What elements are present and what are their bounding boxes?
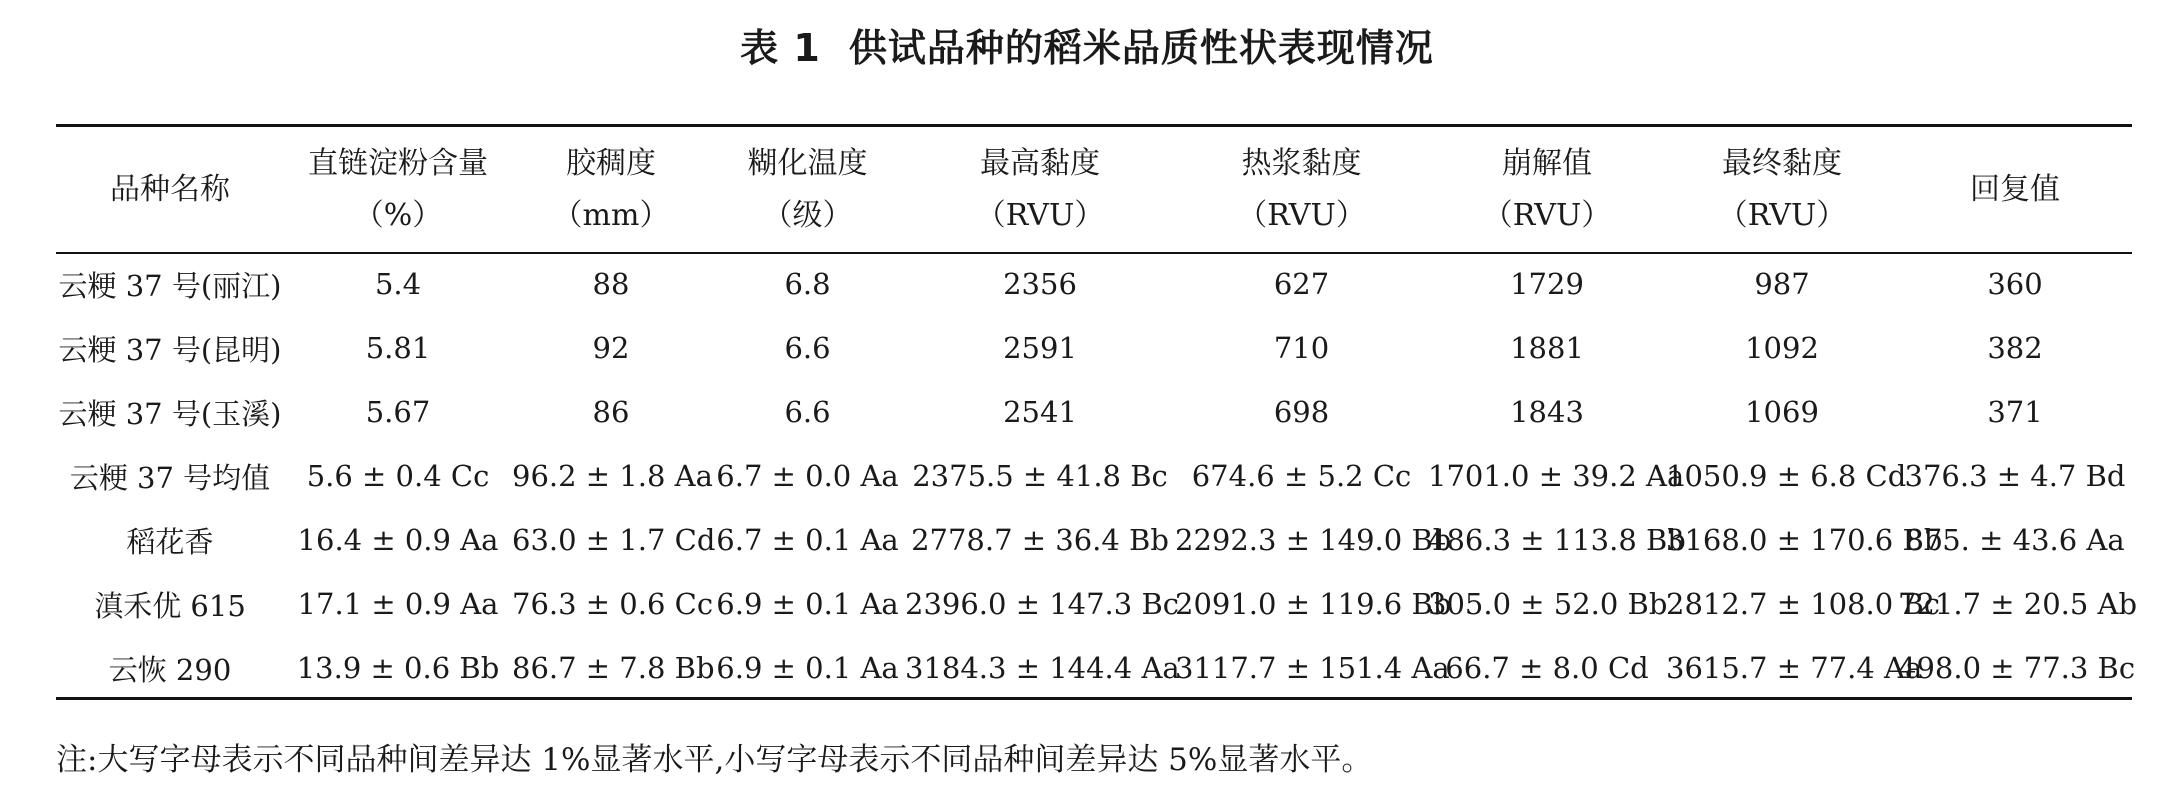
table-cell: 3117.7 ± 151.4 Aa <box>1175 651 1450 685</box>
table-cell: 2396.0 ± 147.3 Bc <box>905 587 1179 621</box>
table-cell: 360 <box>1987 267 2043 301</box>
table-cell: 滇禾优 615 <box>94 588 246 623</box>
table-cell: 1843 <box>1510 395 1584 429</box>
table-cell: 371 <box>1987 395 2043 429</box>
table-cell: 627 <box>1273 267 1330 301</box>
table-cell: 1050.9 ± 6.8 Cd <box>1666 459 1907 493</box>
table-cell: 2091.0 ± 119.6 Bb <box>1175 587 1452 621</box>
table-cell: 88 <box>592 267 630 301</box>
header-row <box>56 127 2132 252</box>
table-cell: 3184.3 ± 144.4 Aa <box>905 651 1180 685</box>
table-cell: 1092 <box>1745 331 1819 365</box>
table-cell: 6.8 <box>784 267 831 301</box>
table-cell: 86 <box>592 395 630 429</box>
table-cell: 3615.7 ± 77.4 Aa <box>1666 651 1923 685</box>
table-cell: 3168.0 ± 170.6 Bb <box>1666 523 1943 557</box>
table-cell: 13.9 ± 0.6 Bb <box>296 651 500 685</box>
table-cell: 5.6 ± 0.4 Cc <box>306 459 490 493</box>
table-footnote: 注:大写字母表示不同品种间差异达 1%显著水平,小写字母表示不同品种间差异达 5%显著水平。 <box>56 742 1373 778</box>
table-cell: 1701.0 ± 39.2 Aa <box>1428 459 1685 493</box>
table-cell: 16.4 ± 0.9 Aa <box>297 523 499 557</box>
header-gelatinization-temp: 糊化温度 （级） <box>747 145 868 233</box>
table-cell: 498.0 ± 77.3 Bc <box>1898 651 2136 685</box>
table-cell: 710 <box>1273 331 1330 365</box>
table-cell: 5.4 <box>374 267 422 301</box>
table-cell: 6.9 ± 0.1 Aa <box>716 651 899 685</box>
table-cell: 2812.7 ± 108.0 Bc <box>1666 587 1940 621</box>
header-hot-paste-viscosity: 热浆黏度 （RVU） <box>1237 145 1366 233</box>
table-cell: 6.7 ± 0.0 Aa <box>716 459 899 493</box>
table-cell: 76.3 ± 0.6 Cc <box>512 587 714 621</box>
table-cell: 1069 <box>1745 395 1819 429</box>
table-cell: 2292.3 ± 149.0 Bb <box>1175 523 1452 557</box>
quality-table <box>56 127 2138 700</box>
table-cell: 6.6 <box>784 395 831 429</box>
header-setback: 回复值 <box>1970 171 2060 207</box>
table-cell: 云粳 37 号均值 <box>69 460 271 495</box>
table-title <box>0 20 2174 76</box>
table-caption: 供试品种的稻米品质性状表现情况 <box>848 26 1434 70</box>
table-cell: 云粳 37 号(玉溪) <box>58 396 282 431</box>
table-cell: 92 <box>592 331 630 365</box>
table-cell: 2375.5 ± 41.8 Bc <box>912 459 1168 493</box>
header-final-viscosity: 最终黏度 （RVU） <box>1717 145 1847 233</box>
table-cell: 5.67 <box>365 395 431 429</box>
table-row <box>56 444 2132 508</box>
table-cell: 96.2 ± 1.8 Aa <box>512 459 713 493</box>
table-cell: 稻花香 <box>126 524 214 559</box>
table-cell: 382 <box>1987 331 2043 365</box>
table-row <box>56 572 2132 636</box>
table-cell: 305.0 ± 52.0 Bb <box>1428 587 1668 621</box>
table-cell: 2541 <box>1003 395 1077 429</box>
table-cell: 721.7 ± 20.5 Ab <box>1898 587 2138 621</box>
table-cell: 6.6 <box>784 331 831 365</box>
table-row <box>56 508 2132 572</box>
table-cell: 6.7 ± 0.1 Aa <box>716 523 899 557</box>
table-cell: 2778.7 ± 36.4 Bb <box>911 523 1169 557</box>
table-cell: 486.3 ± 113.8 Bb <box>1428 523 1686 557</box>
table-cell: 6.9 ± 0.1 Aa <box>716 587 899 621</box>
table-cell: 云粳 37 号(昆明) <box>58 332 282 367</box>
table-cell: 987 <box>1754 267 1810 301</box>
table-cell: 2591 <box>1003 331 1077 365</box>
header-breakdown: 崩解值 （RVU） <box>1482 145 1612 233</box>
table-cell: 云粳 37 号(丽江) <box>58 268 282 303</box>
table-row <box>56 636 2132 700</box>
table-cell: 1729 <box>1510 267 1584 301</box>
table-cell: 698 <box>1273 395 1330 429</box>
table-cell: 17.1 ± 0.9 Aa <box>297 587 499 621</box>
table-cell: 674.6 ± 5.2 Cc <box>1191 459 1412 493</box>
table-row <box>56 380 2132 444</box>
header-gel-consistency: 胶稠度 （mm） <box>552 145 670 233</box>
table-cell: 63.0 ± 1.7 Cd <box>512 523 716 557</box>
table-number: 表 1 <box>740 26 821 70</box>
header-amylose: 直链淀粉含量 （%） <box>308 145 488 233</box>
table-cell: 2356 <box>1003 267 1077 301</box>
table-cell: 66.7 ± 8.0 Cd <box>1445 651 1649 685</box>
table-cell: 86.7 ± 7.8 Bb <box>512 651 715 685</box>
header-peak-viscosity: 最高黏度 （RVU） <box>975 145 1105 233</box>
table-cell: 376.3 ± 4.7 Bd <box>1904 459 2126 493</box>
table-row <box>56 316 2132 380</box>
table-cell: 875. ± 43.6 Aa <box>1905 523 2125 557</box>
header-variety: 品种名称 <box>110 171 230 207</box>
table-cell: 1881 <box>1510 331 1584 365</box>
table-row <box>56 252 2132 316</box>
table-cell: 5.81 <box>365 331 431 365</box>
table-cell: 云恢 290 <box>108 652 232 687</box>
